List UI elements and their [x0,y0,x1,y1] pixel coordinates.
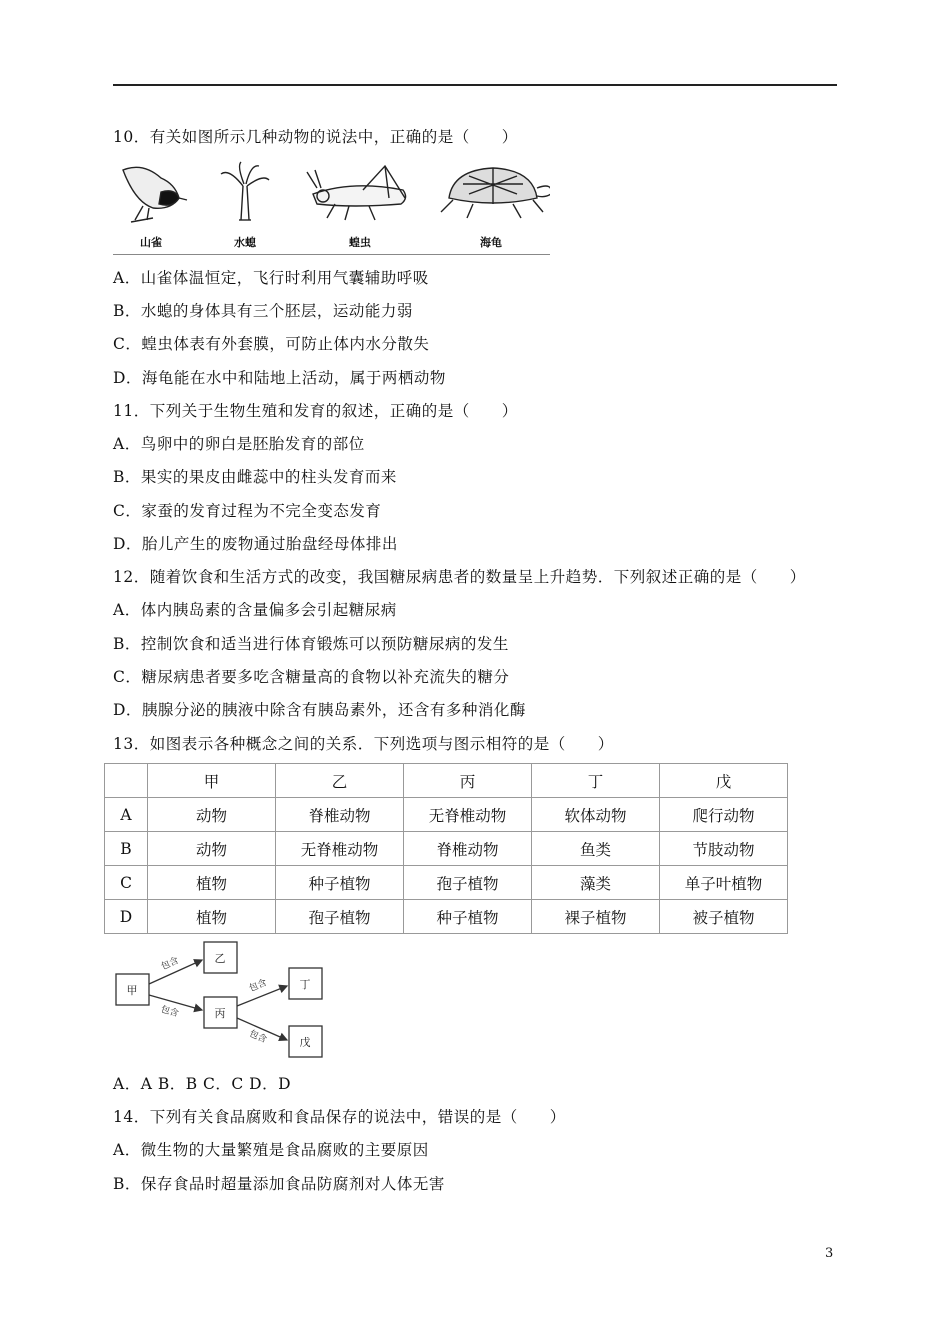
q10-option-a: A．山雀体温恒定，飞行时利用气囊辅助呼吸 [113,269,429,287]
table-header-cell: 戊 [660,764,788,798]
box-label-jia: 甲 [126,984,138,997]
table-cell: 鱼类 [532,832,660,866]
table-cell: 种子植物 [276,866,404,900]
q11-option-d: D．胎儿产生的废物通过胎盘经母体排出 [113,535,398,553]
table-cell: 动物 [148,798,276,832]
q11-option-a: A．鸟卵中的卵白是胚胎发育的部位 [113,435,365,453]
box-label-bing: 丙 [214,1007,226,1020]
q10-animal-figure [113,158,550,255]
animal-label-hydra: 水螅 [234,236,256,249]
table-cell: 脊椎动物 [404,832,532,866]
q13-stem: 13．如图表示各种概念之间的关系．下列选项与图示相符的是（ ） [113,735,614,753]
sea-turtle-icon [441,168,550,218]
animal-drawings [113,158,550,234]
box-label-ding: 丁 [299,978,311,991]
animal-label-turtle: 海龟 [480,236,502,249]
table-cell: B [105,832,148,866]
q12-option-b: B．控制饮食和适当进行体育锻炼可以预防糖尿病的发生 [113,635,509,653]
table-cell: 被子植物 [660,900,788,934]
q12-option-c: C．糖尿病患者要多吃含糖量高的食物以补充流失的糖分 [113,668,510,686]
table-row [105,798,788,832]
table-header-cell: 甲 [148,764,276,798]
tit-bird-icon [123,167,187,222]
table-cell: 无脊椎动物 [276,832,404,866]
table-row [105,866,788,900]
table-cell: 孢子植物 [404,866,532,900]
table-header-cell: 乙 [276,764,404,798]
q10-stem: 10．有关如图所示几种动物的说法中，正确的是（ ） [113,128,518,146]
table-cell: C [105,866,148,900]
q10-option-b: B．水螅的身体具有三个胚层，运动能力弱 [113,302,413,320]
table-cell: 软体动物 [532,798,660,832]
table-cell: 种子植物 [404,900,532,934]
q14-stem: 14．下列有关食品腐败和食品保存的说法中，错误的是（ ） [113,1108,566,1126]
edge-label: 包含 [248,978,269,995]
table-cell: 单子叶植物 [660,866,788,900]
edge-label: 包含 [159,955,181,973]
table-cell: 植物 [148,900,276,934]
table-cell: 动物 [148,832,276,866]
q11-stem: 11．下列关于生物生殖和发育的叙述，正确的是（ ） [113,402,518,420]
q11-option-b: B．果实的果皮由雌蕊中的柱头发育而来 [113,468,397,486]
q12-option-a: A．体内胰岛素的含量偏多会引起糖尿病 [113,601,397,619]
box-label-wu: 戊 [299,1036,311,1049]
hydra-icon [221,162,269,220]
table-header-row [105,764,788,798]
table-row [105,900,788,934]
table-header-cell: 丙 [404,764,532,798]
table-row [105,832,788,866]
table-cell: 无脊椎动物 [404,798,532,832]
table-header-cell [105,764,148,798]
q13-concept-diagram [113,938,328,1060]
q14-option-b: B．保存食品时超量添加食品防腐剂对人体无害 [113,1175,445,1193]
q14-option-a: A．微生物的大量繁殖是食品腐败的主要原因 [113,1141,429,1159]
box-label-yi: 乙 [214,952,226,965]
edge-label: 包含 [247,1028,269,1046]
grasshopper-icon [307,166,406,220]
page-number: 3 [825,1246,834,1261]
table-cell: 脊椎动物 [276,798,404,832]
q13-options-table [104,763,788,934]
q12-option-d: D．胰腺分泌的胰液中除含有胰岛素外，还含有多种消化酶 [113,701,526,719]
q12-stem: 12．随着饮食和生活方式的改变，我国糖尿病患者的数量呈上升趋势．下列叙述正确的是（ ） [113,568,806,586]
q11-option-c: C．家蚕的发育过程为不完全变态发育 [113,502,382,520]
table-cell: 藻类 [532,866,660,900]
table-header-cell: 丁 [532,764,660,798]
animal-label-tit: 山雀 [140,236,162,249]
table-cell: 裸子植物 [532,900,660,934]
table-cell: A [105,798,148,832]
edge-label: 包含 [159,1004,180,1020]
table-cell: D [105,900,148,934]
table-cell: 节肢动物 [660,832,788,866]
animal-label-grasshopper: 蝗虫 [349,236,371,249]
table-cell: 孢子植物 [276,900,404,934]
q10-option-d: D．海龟能在水中和陆地上活动，属于两栖动物 [113,369,446,387]
header-rule [113,84,837,86]
table-cell: 爬行动物 [660,798,788,832]
q10-option-c: C．蝗虫体表有外套膜，可防止体内水分散失 [113,335,430,353]
table-cell: 植物 [148,866,276,900]
q13-answer-choices: A．A B．B C．C D．D [113,1075,292,1093]
